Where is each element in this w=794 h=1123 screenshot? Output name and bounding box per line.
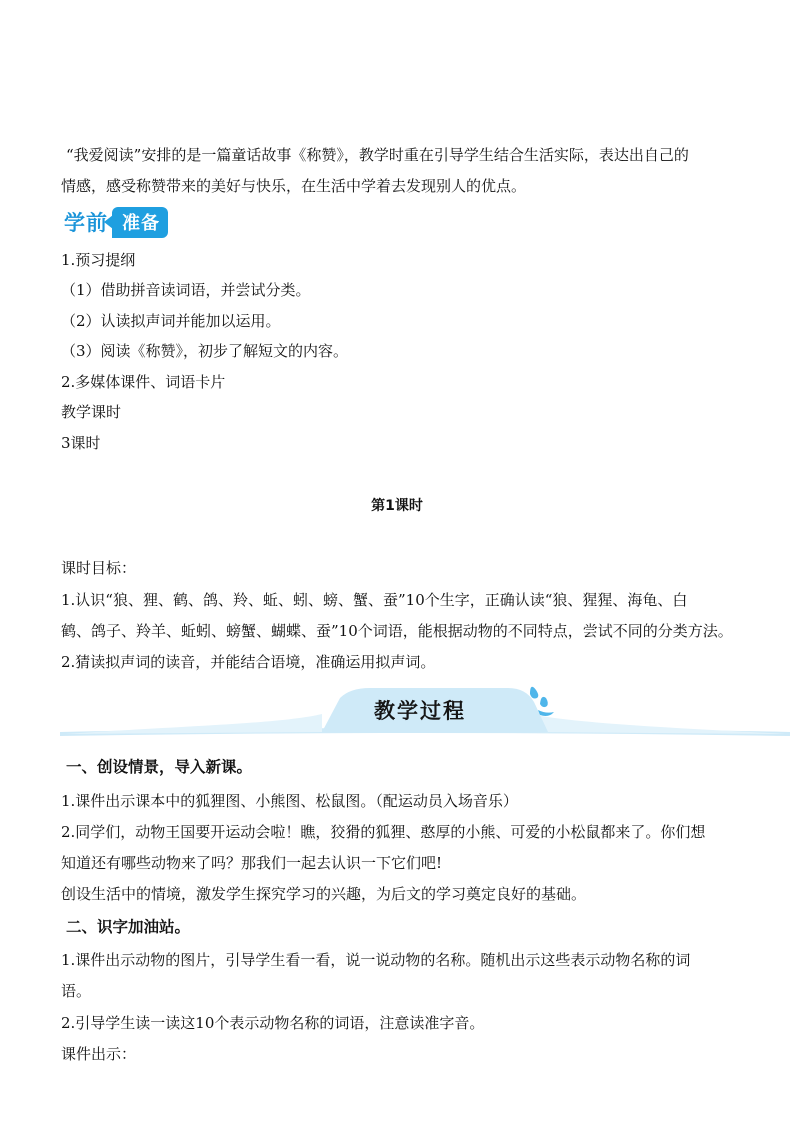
prep-header-badge (112, 207, 168, 238)
banner-sweep-left (66, 714, 322, 734)
prep-header-title: 学前 (64, 211, 108, 235)
intro-line-1: “我爱阅读”安排的是一篇童话故事《称赞》，教学时重在引导学生结合生活实际，表达出自己的 (66, 146, 689, 164)
prep-item-6: 教学课时 (61, 403, 122, 421)
banner-sweep-right (530, 714, 786, 734)
s2-paragraph-3: 课件出示： (61, 1045, 137, 1063)
goal-2: 2.猜读拟声词的读音，并能结合语境，准确运用拟声词。 (61, 653, 436, 671)
goals-label: 课时目标： (61, 559, 137, 577)
prep-item-1: 1.预习提纲 (61, 251, 136, 269)
goal-1-line-1: 1.认识“狼、狸、鹤、鸽、羚、蚯、蚓、螃、蟹、蚕”10个生字，正确认读“狼、猩猩、海龟、白 (61, 591, 688, 609)
s1-paragraph-3: 创设生活中的情境，激发学生探究学习的兴趣，为后文的学习奠定良好的基础。 (61, 885, 587, 903)
prep-item-3: （2）认读拟声词并能加以运用。 (61, 312, 281, 330)
prep-header-badge-label: 准备 (112, 207, 168, 238)
intro-line-2: 情感，感受称赞带来的美好与快乐，在生活中学着去发现别人的优点。 (61, 177, 527, 195)
goal-1-line-2: 鹤、鸽子、羚羊、蚯蚓、螃蟹、蝴蝶、蚕”10个词语，能根据动物的不同特点，尝试不同的分类方法。 (61, 622, 733, 640)
prep-item-5: 2.多媒体课件、词语卡片 (61, 373, 226, 391)
prep-item-2: （1）借助拼音读词语，并尝试分类。 (61, 281, 311, 299)
s1-paragraph-1: 1.课件出示课本中的狐狸图、小熊图、松鼠图。（配运动员入场音乐） (61, 792, 518, 810)
section-1-title: 一、创设情景，导入新课。 (66, 758, 253, 776)
s1-paragraph-2-line-2: 知道还有哪些动物来了吗？那我们一起去认识一下它们吧! (61, 854, 443, 872)
prep-item-7: 3课时 (61, 434, 101, 452)
s2-paragraph-2: 2.引导学生读一读这10个表示动物名称的词语，注意读准字音。 (61, 1014, 485, 1032)
badge-arrow-icon (104, 215, 113, 229)
prep-item-4: （3）阅读《称赞》，初步了解短文的内容。 (61, 342, 349, 360)
prep-header (64, 206, 168, 238)
section-2-title: 二、识字加油站。 (66, 918, 191, 936)
process-banner-title: 教学过程 (374, 699, 466, 723)
s2-paragraph-1-line-2: 语。 (61, 982, 92, 1000)
s1-paragraph-2-line-1: 2.同学们，动物王国要开运动会啦！瞧，狡猾的狐狸、憨厚的小熊、可爱的小松鼠都来了。你们想 (61, 823, 706, 841)
lesson-title: 第1课时 (371, 498, 423, 514)
s2-paragraph-1-line-1: 1.课件出示动物的图片，引导学生看一看，说一说动物的名称。随机出示这些表示动物名称的词 (61, 951, 691, 969)
